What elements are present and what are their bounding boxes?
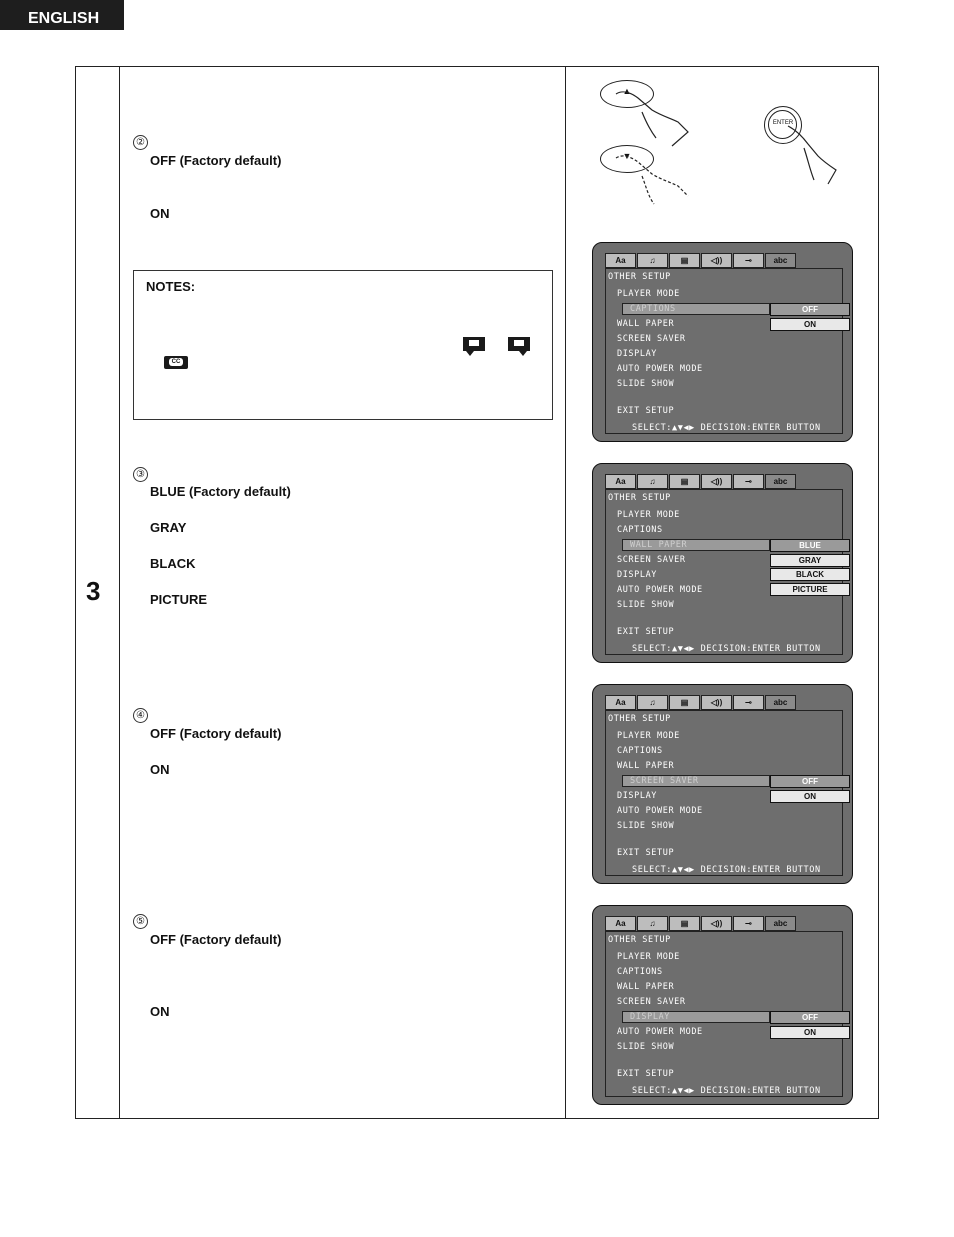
osd-title: OTHER SETUP: [608, 272, 671, 282]
osd-panel: [605, 931, 843, 1097]
osd-tab-icon[interactable]: ♫: [637, 695, 668, 710]
osd-tab-icon[interactable]: Aa: [605, 474, 636, 489]
option-picture: PICTURE: [150, 592, 208, 607]
osd-option-button[interactable]: GRAY: [770, 554, 850, 567]
osd-screen-captions: [592, 242, 853, 442]
osd-option-button[interactable]: PICTURE: [770, 583, 850, 596]
osd-title: OTHER SETUP: [608, 935, 671, 945]
osd-tab-icon[interactable]: ▤: [669, 253, 700, 268]
osd-option-button[interactable]: BLACK: [770, 568, 850, 581]
option-off-default: OFF (Factory default): [150, 726, 282, 741]
caption-on-icon: [463, 337, 485, 351]
osd-item-label: DISPLAY: [630, 1012, 671, 1022]
osd-menu-item[interactable]: DISPLAY: [617, 349, 658, 359]
osd-menu-item[interactable]: PLAYER MODE: [617, 510, 680, 520]
section-marker-2: ②: [133, 135, 148, 150]
option-blue-default: BLUE (Factory default): [150, 484, 291, 499]
osd-tab-icon[interactable]: abc: [765, 695, 796, 710]
osd-menu-item[interactable]: SLIDE SHOW: [617, 1042, 675, 1052]
osd-tab-icon[interactable]: ♫: [637, 253, 668, 268]
step-number: 3: [86, 576, 101, 606]
osd-menu-item[interactable]: SCREEN SAVER: [617, 334, 686, 344]
osd-menu-item[interactable]: WALL PAPER: [617, 982, 675, 992]
osd-title: OTHER SETUP: [608, 493, 671, 503]
osd-panel: [605, 489, 843, 655]
osd-option-button[interactable]: OFF: [770, 1011, 850, 1024]
option-on: ON: [150, 206, 170, 221]
enter-label: ENTER: [772, 120, 794, 126]
option-gray: GRAY: [150, 520, 187, 535]
osd-menu-item[interactable]: SCREEN SAVER: [617, 555, 686, 565]
osd-footer-hint: SELECT:▲▼◀▶ DECISION:ENTER BUTTON: [632, 865, 821, 875]
osd-menu-item[interactable]: SLIDE SHOW: [617, 600, 675, 610]
osd-option-button[interactable]: ON: [770, 1026, 850, 1039]
cc-label: CC: [169, 358, 183, 366]
option-black: BLACK: [150, 556, 196, 571]
osd-panel: [605, 710, 843, 876]
osd-exit-setup[interactable]: EXIT SETUP: [617, 848, 675, 858]
osd-screen-wall-paper: [592, 463, 853, 663]
osd-menu-item[interactable]: PLAYER MODE: [617, 289, 680, 299]
osd-tab-icon[interactable]: ▤: [669, 695, 700, 710]
section-marker-3: ③: [133, 467, 148, 482]
osd-tab-bar: [605, 474, 805, 489]
osd-title: OTHER SETUP: [608, 714, 671, 724]
osd-menu-item[interactable]: AUTO POWER MODE: [617, 364, 703, 374]
osd-panel: [605, 268, 843, 434]
option-off-default: OFF (Factory default): [150, 153, 282, 168]
up-arrow-icon: ▲: [622, 86, 632, 96]
hand-pressing-up-icon: [612, 88, 692, 148]
osd-menu-item[interactable]: SCREEN SAVER: [617, 997, 686, 1007]
osd-tab-icon[interactable]: ◁)): [701, 695, 732, 710]
column-divider-right: [565, 66, 566, 1119]
osd-menu-item[interactable]: PLAYER MODE: [617, 731, 680, 741]
osd-highlighted-item[interactable]: [622, 303, 770, 315]
language-tab: ENGLISH: [0, 0, 124, 30]
osd-option-button[interactable]: ON: [770, 318, 850, 331]
osd-highlighted-item[interactable]: [622, 775, 770, 787]
notes-title: NOTES:: [146, 279, 196, 294]
osd-option-button[interactable]: BLUE: [770, 539, 850, 552]
osd-tab-icon[interactable]: ◁)): [701, 474, 732, 489]
section-marker-5: ⑤: [133, 914, 148, 929]
osd-option-button[interactable]: OFF: [770, 303, 850, 316]
osd-highlighted-item[interactable]: [622, 1011, 770, 1023]
osd-tab-icon[interactable]: abc: [765, 474, 796, 489]
osd-exit-setup[interactable]: EXIT SETUP: [617, 406, 675, 416]
cc-icon: [164, 356, 188, 369]
osd-menu-item[interactable]: DISPLAY: [617, 570, 658, 580]
osd-tab-icon[interactable]: abc: [765, 253, 796, 268]
osd-menu-item[interactable]: PLAYER MODE: [617, 952, 680, 962]
osd-item-label: WALL PAPER: [630, 540, 688, 550]
osd-screen-screen-saver: [592, 684, 853, 884]
osd-menu-item[interactable]: WALL PAPER: [617, 319, 675, 329]
osd-menu-item[interactable]: CAPTIONS: [617, 525, 663, 535]
caption-off-icon: [508, 337, 530, 351]
osd-menu-item[interactable]: AUTO POWER MODE: [617, 1027, 703, 1037]
osd-tab-icon[interactable]: ⊸: [733, 253, 764, 268]
osd-menu-item[interactable]: CAPTIONS: [617, 746, 663, 756]
osd-menu-item[interactable]: SLIDE SHOW: [617, 379, 675, 389]
osd-tab-bar: [605, 253, 805, 268]
osd-tab-bar: [605, 916, 805, 931]
osd-menu-item[interactable]: WALL PAPER: [617, 761, 675, 771]
osd-menu-item[interactable]: AUTO POWER MODE: [617, 585, 703, 595]
osd-tab-icon[interactable]: abc: [765, 916, 796, 931]
hand-pressing-enter-icon: [784, 122, 842, 186]
osd-menu-item[interactable]: CAPTIONS: [617, 967, 663, 977]
osd-footer-hint: SELECT:▲▼◀▶ DECISION:ENTER BUTTON: [632, 423, 821, 433]
osd-exit-setup[interactable]: EXIT SETUP: [617, 1069, 675, 1079]
option-on: ON: [150, 1004, 170, 1019]
osd-tab-icon[interactable]: ⊸: [733, 474, 764, 489]
osd-tab-icon[interactable]: ◁)): [701, 253, 732, 268]
section-marker-4: ④: [133, 708, 148, 723]
osd-tab-icon[interactable]: ◁)): [701, 916, 732, 931]
osd-footer-hint: SELECT:▲▼◀▶ DECISION:ENTER BUTTON: [632, 1086, 821, 1096]
osd-menu-item[interactable]: SLIDE SHOW: [617, 821, 675, 831]
osd-tab-icon[interactable]: ⊸: [733, 916, 764, 931]
osd-item-label: CAPTIONS: [630, 304, 676, 314]
option-off-default: OFF (Factory default): [150, 932, 282, 947]
column-divider-left: [119, 66, 120, 1119]
down-arrow-icon: ▼: [622, 151, 632, 161]
osd-tab-icon[interactable]: Aa: [605, 916, 636, 931]
osd-option-button[interactable]: ON: [770, 790, 850, 803]
osd-tab-icon[interactable]: ▤: [669, 916, 700, 931]
option-on: ON: [150, 762, 170, 777]
notes-box: [133, 270, 553, 420]
osd-option-button[interactable]: OFF: [770, 775, 850, 788]
osd-screen-display: [592, 905, 853, 1105]
osd-tab-icon[interactable]: ▤: [669, 474, 700, 489]
osd-tab-bar: [605, 695, 805, 710]
osd-tab-icon[interactable]: ♫: [637, 474, 668, 489]
osd-tab-icon[interactable]: ♫: [637, 916, 668, 931]
osd-tab-icon[interactable]: Aa: [605, 695, 636, 710]
osd-exit-setup[interactable]: EXIT SETUP: [617, 627, 675, 637]
osd-highlighted-item[interactable]: [622, 539, 770, 551]
osd-item-label: SCREEN SAVER: [630, 776, 699, 786]
hand-pressing-down-icon: [612, 152, 692, 208]
osd-menu-item[interactable]: AUTO POWER MODE: [617, 806, 703, 816]
osd-menu-item[interactable]: DISPLAY: [617, 791, 658, 801]
osd-footer-hint: SELECT:▲▼◀▶ DECISION:ENTER BUTTON: [632, 644, 821, 654]
osd-tab-icon[interactable]: Aa: [605, 253, 636, 268]
osd-tab-icon[interactable]: ⊸: [733, 695, 764, 710]
